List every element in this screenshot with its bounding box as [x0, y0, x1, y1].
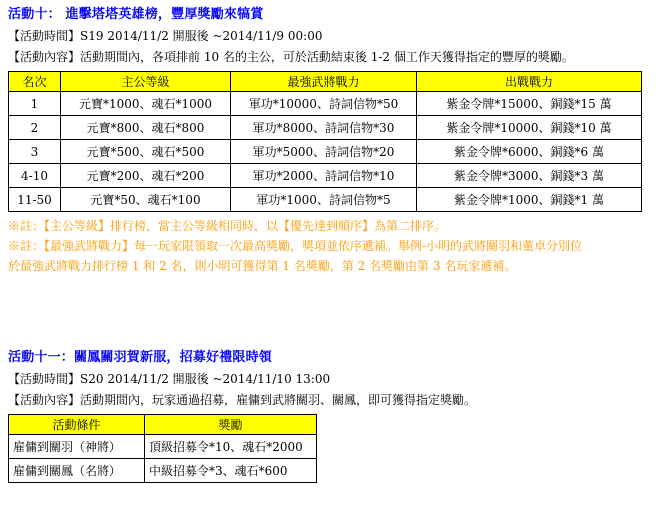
- rank-cell: 4-10: [9, 164, 61, 188]
- lord-level-reward-cell: 元寶*500、魂石*500: [61, 140, 231, 164]
- header-strongest-general: 最強武將戰力: [231, 72, 417, 92]
- header-rank: 名次: [9, 72, 61, 92]
- event-11-content-value: 活動期間內，玩家通過招募，雇傭到武將關羽、關鳳，即可獲得指定獎勵。: [80, 393, 477, 407]
- rank-cell: 11-50: [9, 188, 61, 212]
- header-battle-power: 出戰戰力: [417, 72, 642, 92]
- condition-cell: 雇傭到關鳳（名將）: [9, 459, 145, 483]
- event-10-title: 活動十： 進擊塔塔英雄榜，豐厚獎勵來犒賞: [8, 7, 264, 22]
- battle-reward-cell: 紫金令牌*1000、銅錢*1 萬: [417, 188, 642, 212]
- general-reward-cell: 軍功*1000、詩詞信物*5: [231, 188, 417, 212]
- event-10-time-value: S19 2014/11/2 開服後 ~2014/11/9 00:00: [80, 29, 323, 43]
- lord-level-reward-cell: 元寶*200、魂石*200: [61, 164, 231, 188]
- table-row: [9, 459, 317, 483]
- general-reward-cell: 軍功*10000、詩詞信物*50: [231, 92, 417, 116]
- battle-reward-cell: 紫金令牌*3000、銅錢*3 萬: [417, 164, 642, 188]
- reward-cell: 中級招募令*3、魂石*600: [145, 459, 317, 483]
- lord-level-reward-cell: 元寶*1000、魂石*1000: [61, 92, 231, 116]
- event-11-time-label: 【活動時間】: [8, 372, 81, 386]
- event-10-section: [8, 6, 654, 276]
- event-11-section: [8, 349, 654, 483]
- rank-cell: 3: [9, 140, 61, 164]
- event-11-title: 活動十一：關鳳關羽賀新服，招募好禮限時領: [8, 350, 273, 365]
- event-11-content-label: 【活動內容】: [8, 393, 81, 407]
- note-strongest-general: ※註：【最強武將戰力】每一玩家限領取一次最高獎勵，獎項並依序遞補。舉例-小明的武將關羽和董卓分別位: [8, 239, 583, 253]
- general-reward-cell: 軍功*2000、詩詞信物*10: [231, 164, 417, 188]
- header-reward: 獎勵: [145, 415, 317, 435]
- event-10-content-label: 【活動內容】: [8, 50, 81, 64]
- table-row: [9, 188, 642, 212]
- lord-level-reward-cell: 元寶*50、魂石*100: [61, 188, 231, 212]
- table-row: [9, 116, 642, 140]
- reward-cell: 頂級招募令*10、魂石*2000: [145, 435, 317, 459]
- battle-reward-cell: 紫金令牌*6000、銅錢*6 萬: [417, 140, 642, 164]
- event-10-time: [8, 28, 654, 45]
- rank-cell: 1: [9, 92, 61, 116]
- table-row: [9, 92, 642, 116]
- event-10-time-label: 【活動時間】: [8, 29, 81, 43]
- event-10-content-value: 活動期間內，各項排前 10 名的主公，可於活動結束後 1-2 個工作天獲得指定的豐厚的獎勵。: [80, 50, 574, 64]
- event-10-notes: [8, 216, 654, 276]
- table-header-row: [9, 72, 642, 92]
- general-reward-cell: 軍功*5000、詩詞信物*20: [231, 140, 417, 164]
- condition-cell: 雇傭到關羽（神將）: [9, 435, 145, 459]
- battle-reward-cell: 紫金令牌*10000、銅錢*10 萬: [417, 116, 642, 140]
- event-11-time-value: S20 2014/11/2 開服後 ~2014/11/10 13:00: [80, 372, 331, 386]
- rank-cell: 2: [9, 116, 61, 140]
- table-row: [9, 435, 317, 459]
- event-11-reward-table: [8, 414, 317, 483]
- note-lord-level: ※註：【主公等級】排行榜，當主公等級相同時，以【優先達到順序】為第二排序。: [8, 219, 447, 233]
- lord-level-reward-cell: 元寶*800、魂石*800: [61, 116, 231, 140]
- general-reward-cell: 軍功*8000、詩詞信物*30: [231, 116, 417, 140]
- battle-reward-cell: 紫金令牌*15000、銅錢*15 萬: [417, 92, 642, 116]
- table-row: [9, 164, 642, 188]
- note-strongest-general-cont: 於最強武將戰力排行榜 1 和 2 名，則小明可獲得第 1 名獎勵，第 2 名獎勵由第 3 名玩家遞補。: [8, 259, 517, 273]
- event-11-time: [8, 371, 654, 388]
- table-row: [9, 140, 642, 164]
- table-header-row: [9, 415, 317, 435]
- event-10-reward-table: [8, 71, 642, 212]
- event-11-content: [8, 392, 654, 409]
- header-lord-level: 主公等級: [61, 72, 231, 92]
- header-condition: 活動條件: [9, 415, 145, 435]
- event-10-content: [8, 49, 654, 66]
